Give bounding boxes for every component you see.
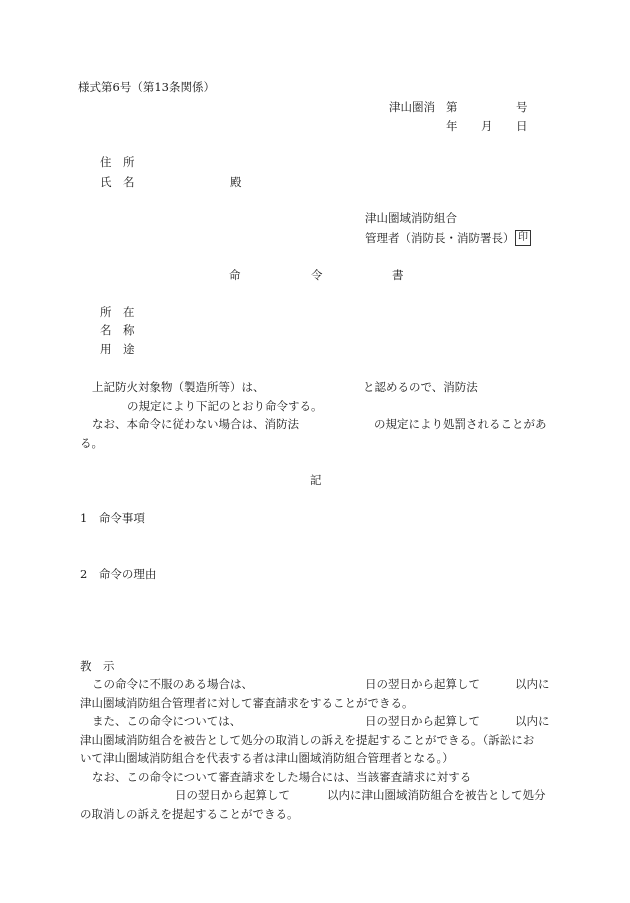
date-month: 月 [481,119,493,133]
target-location-label: 所 在 [100,305,135,319]
date-day: 日 [516,119,528,133]
sender-manager: 管理者（消防長・消防署長） [365,231,515,245]
ki-marker: 記 [310,473,322,487]
title-char-1: 命 [229,268,241,282]
body-line-1a: 上記防火対象物（製造所等）は、 [92,380,265,394]
body-line-3a: なお、本命令に従わない場合は、消防法 [92,417,299,431]
notice-p1d: 津山圏域消防組合管理者に対して審査請求をすることができる。 [80,696,414,710]
issuer-dai: 第 [446,100,458,114]
notice-heading: 教 示 [80,659,115,673]
notice-p1c: 以内に [515,677,550,691]
body-line-1b: と認めるので、消防法 [363,380,478,394]
target-use-label: 用 途 [100,342,135,356]
sender-org: 津山圏域消防組合 [365,211,457,225]
issuer-go: 号 [516,100,528,114]
recipient-address-label: 住 所 [100,155,135,169]
issuer-prefix: 津山圏消 [389,100,435,114]
notice-p3b: 日の翌日から起算して [175,788,290,802]
notice-p2c: 以内に [515,714,550,728]
notice-p2a: また、この命令については、 [92,714,242,728]
date-year: 年 [446,119,458,133]
seal-mark: 印 [515,230,531,246]
notice-p1b: 日の翌日から起算して [365,677,480,691]
notice-p3d: の取消しの訴えを提起することができる。 [80,807,299,821]
body-line-4: る。 [80,436,103,450]
target-name-label: 名 称 [100,323,135,337]
recipient-name-label: 氏 名 [100,175,135,189]
notice-p2d: 津山圏域消防組合を被告として処分の取消しの訴えを提起することができる。（訴訟にお [80,733,535,747]
notice-p3a: なお、この命令について審査請求をした場合には、当該審査請求に対する [92,770,472,784]
section-2-heading: 2 命令の理由 [80,567,157,581]
body-line-3b: の規定により処罰されることがあ [374,417,547,431]
recipient-honorific: 殿 [230,175,242,189]
title-char-2: 令 [311,268,323,282]
body-line-2: の規定により下記のとおり命令する。 [127,399,323,413]
notice-p1a: この命令に不服のある場合は、 [92,677,253,691]
section-1-heading: 1 命令事項 [80,511,145,525]
form-number: 様式第6号（第13条関係） [78,80,215,94]
notice-p2e: いて津山圏域消防組合を代表する者は津山圏域消防組合管理者となる。） [80,751,454,765]
notice-p2b: 日の翌日から起算して [365,714,480,728]
notice-p3c: 以内に津山圏域消防組合を被告として処分 [327,788,546,802]
title-char-3: 書 [392,268,404,282]
